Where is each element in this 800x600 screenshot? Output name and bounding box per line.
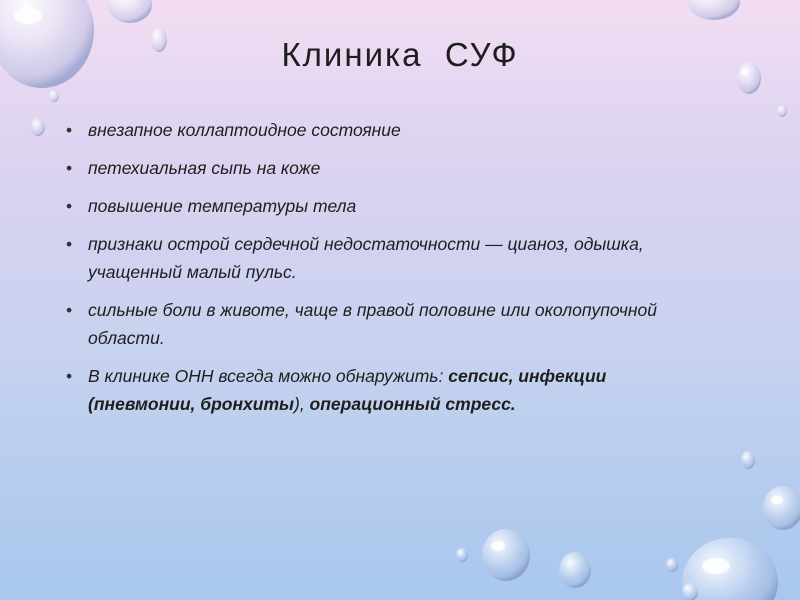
bullet-item: • внезапное коллаптоидное состояние [66, 116, 716, 144]
bullet-item-last [66, 362, 716, 418]
slide-title: Клиника СУФ [281, 36, 519, 73]
bullet-list [66, 116, 716, 428]
bullet-item: • признаки острой сердечной недостаточности — цианоз, одышка, учащенный малый пульс. [66, 230, 716, 286]
bullet-item: • сильные боли в животе, чаще в правой половине или околопупочной области. [66, 296, 716, 352]
water-drop [49, 90, 59, 102]
water-drop [763, 486, 800, 530]
last-bullet-bold-3: операционный стресс. [309, 394, 516, 414]
water-drop [688, 0, 740, 20]
water-drop [682, 538, 778, 600]
water-drop [31, 118, 45, 136]
bullet-item: • повышение температуры тела [66, 192, 716, 220]
water-drop [666, 558, 678, 572]
last-bullet-bold-2: (пневмонии, бронхиты [88, 394, 294, 414]
last-bullet-comma: , [299, 394, 310, 414]
water-drop [456, 548, 468, 562]
last-bullet-intro: В клинике ОНН всегда можно обнаружить [88, 366, 439, 386]
water-drop [777, 105, 787, 117]
water-drop [559, 552, 591, 588]
bullet-item: • петехиальная сыпь на коже [66, 154, 716, 182]
water-drop [682, 583, 698, 600]
water-drop [108, 0, 152, 23]
water-drop [741, 451, 755, 469]
last-bullet-bold-1: сепсис, инфекции [448, 366, 607, 386]
last-bullet-paren: ) [293, 394, 300, 414]
water-drop [482, 529, 530, 581]
last-bullet-colon: : [438, 366, 444, 386]
